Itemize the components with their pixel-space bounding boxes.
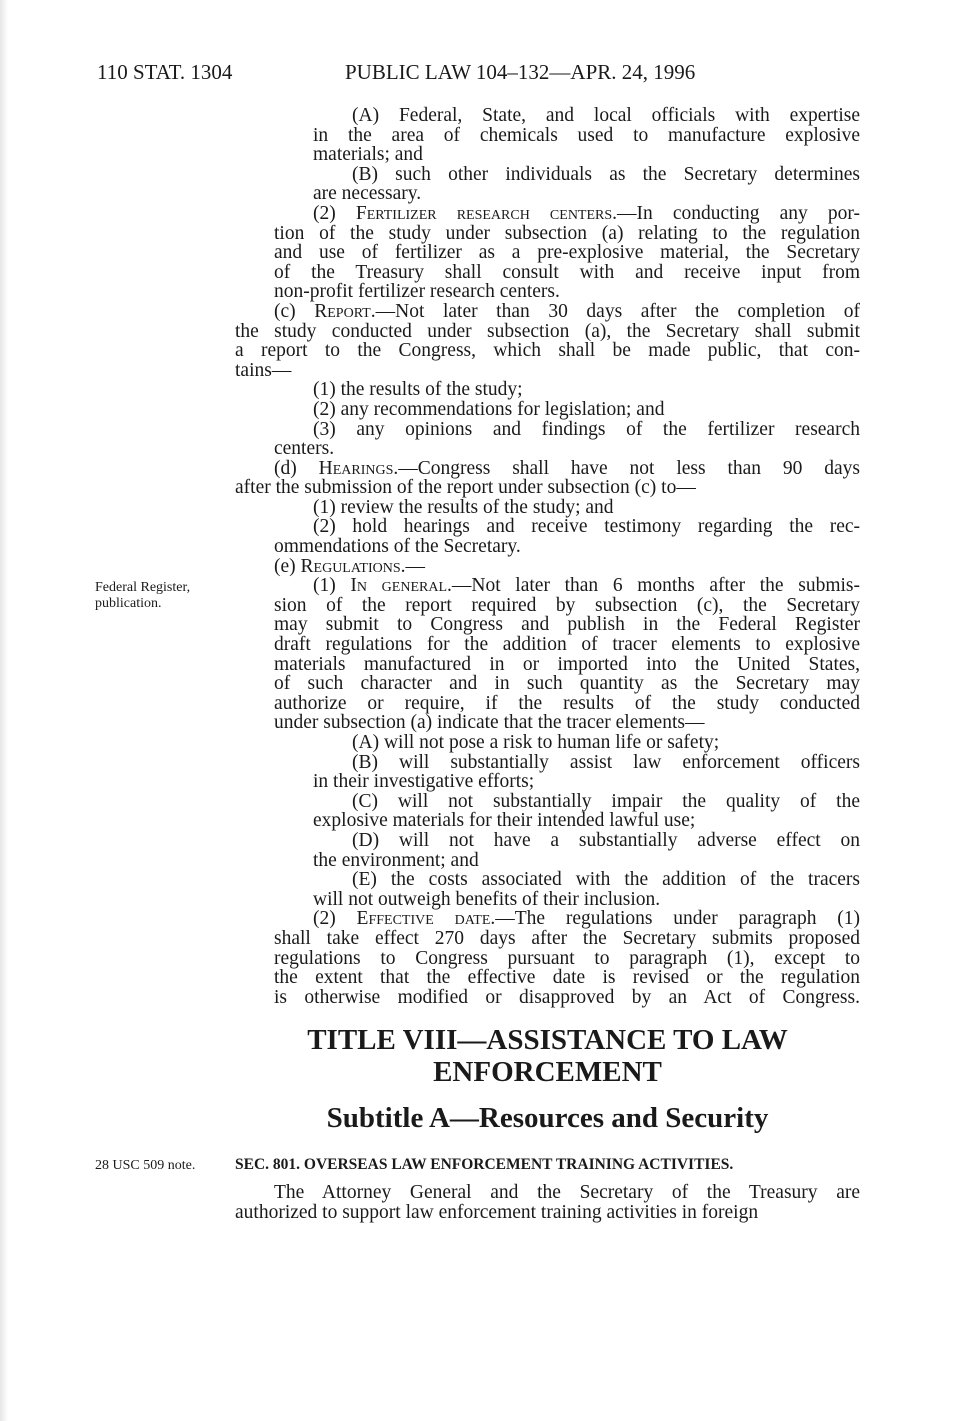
paragraph-heading: Regulations — [300, 555, 401, 577]
paragraph — [235, 909, 860, 1007]
paragraph — [235, 302, 860, 380]
text-line: is otherwise modified or disapproved by an Act of Congress. — [274, 986, 860, 1008]
paragraph-heading: Hearings — [318, 457, 394, 479]
text-line: of the Treasury shall consult with and receive input from — [274, 261, 860, 283]
paragraph-number: (e) — [274, 555, 301, 577]
text-line: shall take effect 270 days after the Secretary submits proposed — [274, 927, 860, 949]
paragraph-heading: Fertilizer research centers — [355, 202, 613, 224]
text-line: tion of the study under subsection (a) relating to the regulation — [274, 222, 860, 244]
paragraph-text: .—Not later than 6 months after the submis- — [447, 575, 860, 597]
text-line — [235, 204, 860, 224]
paragraph-number: (2) — [313, 202, 356, 224]
text-line: (C) will not substantially impair the quality of the — [352, 790, 860, 812]
text-line: will not outweigh benefits of their inclusion. — [313, 888, 661, 910]
paragraph — [235, 557, 860, 577]
section-body — [235, 1183, 860, 1222]
paragraph-text: .—In conducting any por- — [612, 202, 860, 224]
text-line: (A) will not pose a risk to human life or safety; — [352, 732, 720, 753]
scan-edge — [0, 0, 8, 1421]
text-line: the study conducted under subsection (a), the Secretary shall submit — [235, 320, 860, 342]
text-line: after the submission of the report under subsection (c) to— — [235, 477, 696, 499]
text-line — [235, 302, 860, 322]
text-line: of such character and in such quantity as the Secretary may — [274, 673, 860, 695]
paragraph — [235, 165, 860, 204]
text-line: under subsection (a) indicate that the tracer elements— — [274, 712, 705, 734]
paragraph-text: .— — [400, 555, 426, 577]
title-line: TITLE VIII—ASSISTANCE TO LAW — [307, 1024, 788, 1056]
subtitle-heading: Subtitle A—Resources and Security — [326, 1102, 769, 1134]
text-line: regulations to Congress pursuant to paragraph (1), except to — [274, 947, 860, 969]
text-line: draft regulations for the addition of tracer elements to explosive — [274, 634, 860, 656]
text-line: in the area of chemicals used to manufacture explosive — [313, 124, 860, 146]
text-line: the environment; and — [313, 849, 479, 871]
paragraph — [235, 576, 860, 733]
text-line: and use of fertilizer as a pre-explosive material, the Secretary — [274, 242, 860, 264]
margin-note-line: publication. — [95, 596, 162, 611]
text-line: (1) review the results of the study; and — [313, 496, 614, 518]
paragraph — [235, 733, 860, 753]
text-line: materials; and — [313, 144, 423, 166]
paragraph — [235, 792, 860, 831]
margin-note-usc: 28 USC 509 note. — [95, 1158, 196, 1173]
paragraph — [235, 870, 860, 909]
text-line: may submit to Congress and publish in the Federal Register — [274, 614, 860, 636]
text-line: in their investigative efforts; — [313, 771, 535, 793]
text-line: (2) any recommendations for legislation; and — [313, 398, 665, 420]
text-line: a report to the Congress, which shall be made public, that con- — [235, 340, 860, 362]
text-line: (A) Federal, State, and local officials with expertise — [352, 105, 860, 126]
paragraph — [235, 517, 860, 556]
paragraph-heading: In general — [350, 575, 448, 597]
text-line — [235, 576, 860, 596]
running-header: PUBLIC LAW 104–132—APR. 24, 1996 — [345, 60, 696, 84]
paragraph-number: (d) — [274, 457, 319, 479]
paragraph-text: .—Congress shall have not less than 90 days — [393, 457, 860, 479]
text-line — [235, 909, 860, 929]
text-line: are necessary. — [313, 183, 422, 205]
text-line: sion of the report required by subsection (c), the Secretary — [274, 594, 860, 616]
text-line: authorize or require, if the results of the study conducted — [274, 692, 860, 714]
paragraph-text: .—The regulations under paragraph (1) — [490, 908, 860, 930]
paragraph — [235, 831, 860, 870]
text-line: ommendations of the Secretary. — [274, 536, 521, 558]
text-line: The Attorney General and the Secretary of the Treasury are — [274, 1182, 860, 1203]
paragraph — [235, 380, 860, 400]
text-line: non-profit fertilizer research centers. — [274, 281, 560, 303]
paragraph-number: (2) — [313, 908, 357, 930]
text-line: (2) hold hearings and receive testimony regarding the rec- — [313, 516, 860, 538]
statute-body — [235, 106, 860, 1007]
text-line: centers. — [274, 438, 335, 460]
paragraph-heading: Effective date — [356, 908, 491, 930]
paragraph — [235, 459, 860, 498]
text-line: authorized to support law enforcement training activities in foreign — [235, 1201, 759, 1223]
text-line: the extent that the effective date is revised or the regulation — [274, 967, 860, 989]
text-line: tains— — [235, 359, 292, 381]
text-line: (D) will not have a substantially adverse effect on — [352, 829, 860, 851]
text-line: (B) will substantially assist law enforcement officers — [352, 751, 860, 773]
paragraph-text: .—Not later than 30 days after the completion of — [370, 300, 860, 322]
title-heading — [235, 1024, 860, 1088]
text-line: (E) the costs associated with the addition of the tracers — [352, 869, 860, 891]
section-heading: SEC. 801. OVERSEAS LAW ENFORCEMENT TRAINING ACTIVITIES. — [235, 1156, 734, 1173]
text-line: (1) the results of the study; — [313, 379, 523, 401]
text-line: (3) any opinions and findings of the fertilizer research — [313, 418, 860, 440]
margin-note-line: Federal Register, — [95, 580, 191, 595]
text-line — [235, 557, 860, 577]
title-line: ENFORCEMENT — [433, 1056, 662, 1088]
text-line — [235, 459, 860, 479]
paragraph-number: (c) — [274, 300, 315, 322]
margin-note-federal-register — [95, 580, 190, 612]
paragraph — [235, 753, 860, 792]
text-line: materials manufactured in or imported into the United States, — [274, 653, 860, 675]
text-line: (B) such other individuals as the Secretary determines — [352, 163, 860, 185]
paragraph — [235, 204, 860, 302]
stat-page-number: 110 STAT. 1304 — [97, 60, 233, 84]
paragraph — [235, 420, 860, 459]
paragraph-number: (1) — [313, 575, 351, 597]
paragraph-heading: Report — [314, 300, 371, 322]
paragraph — [235, 400, 860, 420]
paragraph — [235, 498, 860, 518]
text-line: explosive materials for their intended lawful use; — [313, 810, 696, 832]
paragraph — [235, 106, 860, 165]
